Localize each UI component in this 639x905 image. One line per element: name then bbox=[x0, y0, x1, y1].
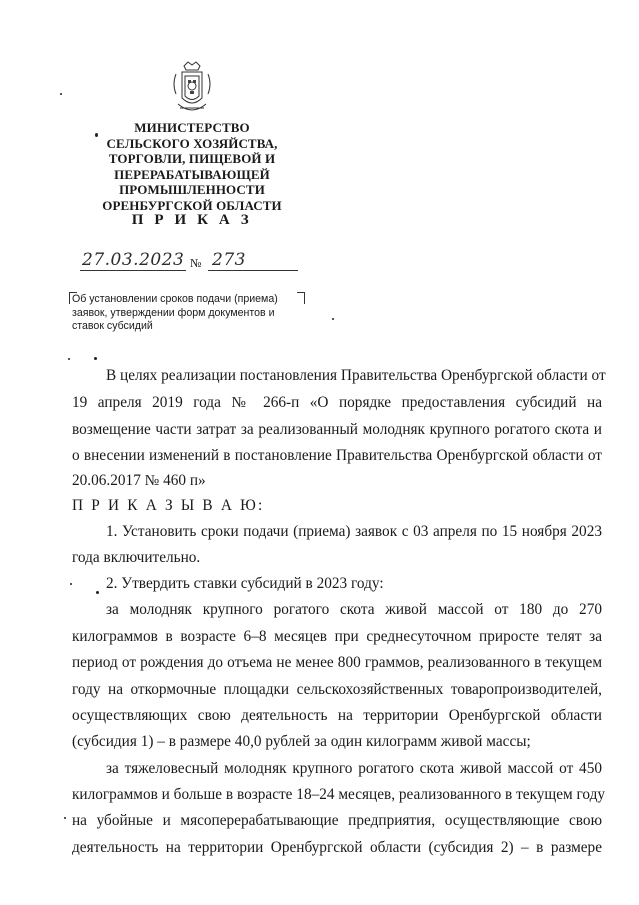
ministry-name bbox=[92, 120, 292, 213]
scan-speck bbox=[332, 318, 334, 320]
subject-bracket-left bbox=[69, 292, 70, 304]
scan-speck bbox=[60, 93, 62, 95]
order-directive-heading: П Р И К А З Ы В А Ю: bbox=[72, 497, 265, 514]
scan-speck bbox=[70, 583, 72, 585]
number-underline bbox=[208, 270, 298, 271]
body-line: осуществляющих свою деятельность на территории Оренбургской области bbox=[72, 707, 602, 724]
ministry-line: ПРОМЫШЛЕННОСТИ bbox=[119, 182, 265, 197]
subject-line: Об установлении сроков подачи (приема) bbox=[72, 293, 278, 305]
subject-line: заявок, утверждении форм документов и bbox=[72, 306, 275, 319]
scan-speck bbox=[94, 357, 97, 360]
document-type-title: П Р И К А З bbox=[131, 212, 253, 228]
body-line: за тяжеловесный молодняк крупного рогатого скота живой массой от 450 bbox=[106, 760, 602, 777]
ministry-line: МИНИСТЕРСТВО bbox=[134, 120, 250, 135]
scan-speck bbox=[64, 817, 66, 819]
body-line: за молодняк крупного рогатого скота живой массой от 180 до 270 bbox=[106, 601, 602, 618]
ministry-line: ПЕРЕРАБАТЫВАЮЩЕЙ bbox=[114, 166, 270, 182]
scan-speck bbox=[95, 133, 98, 137]
number-sign: № bbox=[190, 256, 202, 270]
body-line: килограммов в возрасте 6–8 месяцев при среднесуточном приросте телят за bbox=[72, 628, 602, 645]
coat-of-arms-emblem-icon bbox=[170, 60, 214, 120]
body-line: 20.06.2017 № 460 п» bbox=[72, 472, 206, 489]
body-line: (субсидия 1) – в размере 40,0 рублей за один килограмм живой массы; bbox=[72, 733, 531, 750]
order-number: 273 bbox=[212, 250, 246, 270]
body-line: В целях реализации постановления Правительства Оренбургской области от bbox=[106, 367, 606, 384]
date-number-line bbox=[80, 250, 300, 274]
body-line: году на откормочные площадки сельскохозяйственных товаропроизводителей, bbox=[72, 681, 602, 698]
scan-speck bbox=[68, 358, 70, 360]
body-line: 1. Установить сроки подачи (приема) заявок с 03 апреля по 15 ноября 2023 bbox=[106, 523, 602, 540]
scan-speck bbox=[96, 591, 99, 594]
order-subject bbox=[72, 293, 307, 334]
body-line: возмещение части затрат за реализованный молодняк крупного рогатого скота и bbox=[72, 421, 602, 438]
date-underline bbox=[80, 270, 186, 271]
body-line: о внесении изменений в постановление Правительства Оренбургской области от bbox=[72, 447, 602, 464]
body-line: 19 апреля 2019 года № 266-п «О порядке предоставления субсидий на bbox=[72, 394, 602, 411]
body-line: года включительно. bbox=[72, 549, 201, 566]
ministry-line: СЕЛЬСКОГО ХОЗЯЙСТВА, bbox=[106, 135, 278, 151]
subject-line: ставок субсидий bbox=[72, 320, 153, 332]
body-line: деятельность на территории Оренбургской области (субсидия 2) – в размере bbox=[72, 839, 602, 856]
ministry-line: ОРЕНБУРГСКОЙ ОБЛАСТИ bbox=[102, 197, 282, 213]
body-line: 2. Утвердить ставки субсидий в 2023 году: bbox=[106, 575, 384, 592]
ministry-line: ТОРГОВЛИ, ПИЩЕВОЙ И bbox=[108, 151, 276, 166]
body-line: на убойные и мясоперерабатывающие предприятия, осуществляющие свою bbox=[72, 812, 602, 829]
body-line: килограммов и больше в возрасте 18–24 месяцев, реализованного в текущем году bbox=[72, 786, 606, 803]
body-line: период от рождения до отъема не менее 800 граммов, реализованного в текущем bbox=[72, 654, 602, 671]
order-date: 27.03.2023 bbox=[82, 250, 185, 270]
